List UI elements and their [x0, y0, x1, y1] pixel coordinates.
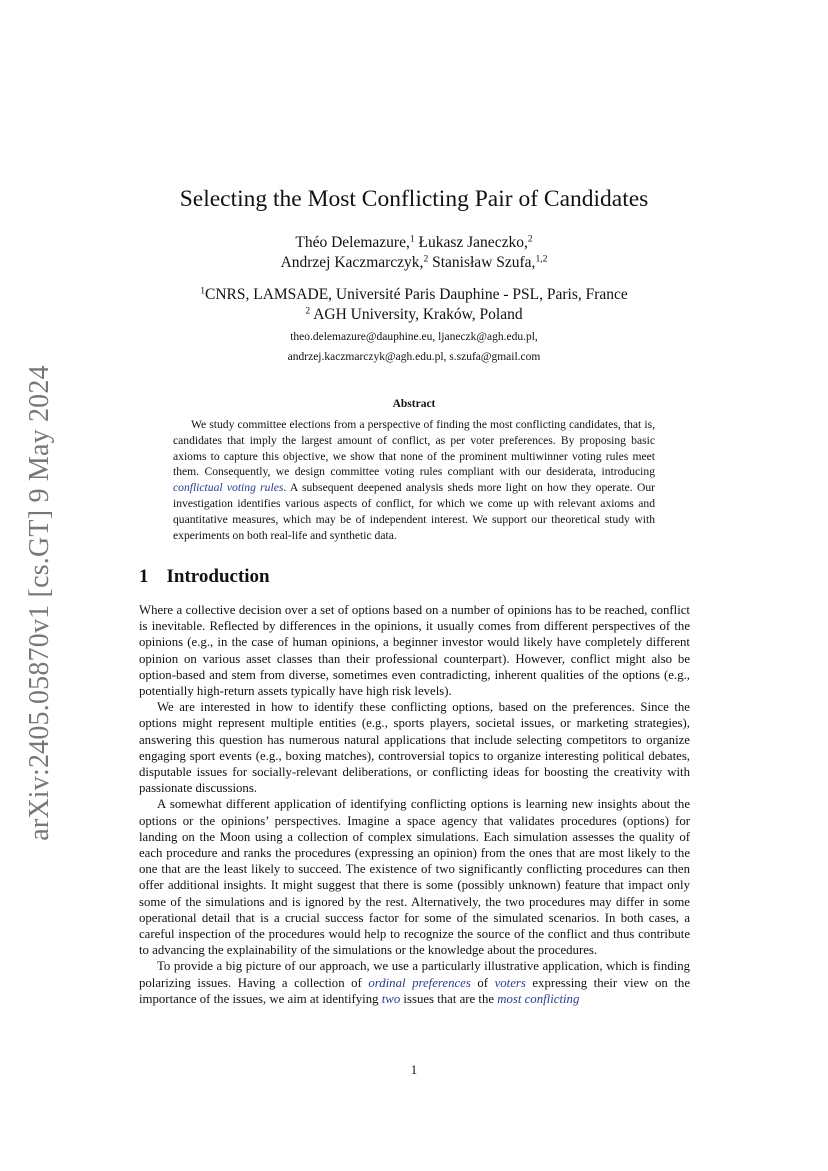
- text-run: expressing their view on the importance of the issues, we aim at identifying: [139, 975, 691, 1006]
- affiliation-mark: 2: [305, 305, 311, 317]
- paragraph: A somewhat different application of identifying conflicting options is learning new insights about the options or the opinions’ perspectives. Imagine a space agency that validates procedures (options) for landing on the Moon using a collection of complex simulations. Each simulation assesses the quality of each procedure and ranks the procedures (expressing an opinion) from the ones that are most likely to the one that are the least likely to succeed. The existence of two significantly conflicting procedures can then offer additional insights. It might suggest that there is some (possibly unknown) feature that impact only some of the simulations and is ignored by the rest. Alternatively, the two procedures may differ in some operational detail that is a crucial success factor for some of the simulated scenarios. In both cases, a careful inspection of the procedures would help to recognize the source of the conflict and thus contribute to advancing the explainability of the simulations or the knowledge about the procedures.: [139, 797, 690, 958]
- text-run: issues that are the: [400, 991, 498, 1006]
- abstract-part-1: We study committee elections from a perspective of finding the most conflicting candidates, that is, candidates that imply the largest amount of conflict, as per voter preferences. By proposing basic axioms to capture this objective, we show that none of the prominent multiwinner voting rules meet them. Consequently, we design committee voting rules compliant with our desiderata, introducing: [173, 418, 655, 479]
- author-affiliation-mark: 2: [527, 233, 533, 245]
- text-run: of: [470, 975, 495, 990]
- two-link[interactable]: two: [381, 991, 401, 1006]
- affiliation-text: CNRS, LAMSADE, Université Paris Dauphine - PSL, Paris, France: [205, 286, 628, 303]
- author-name: Stanisław Szufa,: [428, 254, 536, 271]
- introduction-body: [139, 602, 690, 1007]
- email-line-2: andrzej.kaczmarczyk@agh.edu.pl, s.szufa@gmail.com: [287, 351, 541, 363]
- abstract-text: [173, 417, 655, 543]
- affiliation-2: [0, 305, 828, 325]
- ordinal-preferences-link[interactable]: ordinal preferences: [368, 975, 471, 990]
- author-name: Andrzej Kaczmarczyk,: [280, 254, 424, 271]
- affiliation-list: [0, 285, 828, 325]
- affiliation-1: [0, 285, 828, 305]
- affiliation-mark: 1: [200, 285, 205, 297]
- affiliation-text: AGH University, Kraków, Poland: [310, 306, 523, 323]
- email-list: [0, 327, 828, 367]
- author-name: Łukasz Janeczko,: [414, 234, 528, 251]
- arxiv-identifier: arXiv:2405.05870v1 [cs.GT] 9 May 2024: [24, 365, 55, 841]
- arxiv-sidebar-stamp: [22, 363, 58, 843]
- page-number: 1: [410, 1063, 418, 1077]
- author-line-1: [0, 233, 828, 253]
- paragraph: [139, 958, 690, 1007]
- voters-link[interactable]: voters: [494, 975, 526, 990]
- text-run: To provide a big picture of our approach, we use a particularly illustrative application, which is finding polarizing issues. Having a collection of: [139, 959, 690, 990]
- paragraph: We are interested in how to identify these conflicting options, based on the preferences. Since the options might represent multiple entities (e.g., sports players, societal issues, or marketing strategies), answering this question has numerous natural applications that include selecting competitors to organize engaging sport events (e.g., boxing matches), controversial topics to organize interesting political debates, disputable issues for socially-relevant deliberations, or conflicting ideas for boosting the creativity with passionate discussions.: [139, 700, 690, 796]
- conflictual-voting-rules-link[interactable]: conflictual voting rules: [173, 481, 284, 495]
- abstract-part-2: . A subsequent deepened analysis sheds more light on how they operate. Our investigation identifies various aspects of conflict, for which we come up with relevant axioms and quantitative measures, which may be of independent interest. We support our theoretical study with experiments on both real-life and synthetic data.: [173, 481, 655, 542]
- paper-title: Selecting the Most Conflicting Pair of Candidates: [179, 186, 649, 212]
- author-line-2: [0, 253, 828, 273]
- author-list: [0, 233, 828, 273]
- author-affiliation-mark: 1: [409, 233, 415, 245]
- email-line-1: theo.delemazure@dauphine.eu, ljaneczk@agh.edu.pl,: [290, 331, 538, 343]
- section-number: 1: [139, 566, 149, 587]
- author-affiliation-mark: 1,2: [535, 253, 548, 265]
- author-affiliation-mark: 2: [423, 253, 429, 265]
- author-name: Théo Delemazure,: [295, 234, 410, 251]
- section-heading-introduction: [139, 566, 270, 588]
- most-conflicting-link[interactable]: most conflicting: [497, 991, 580, 1006]
- paragraph: Where a collective decision over a set of options based on a number of opinions has to be reached, conflict is inevitable. Reflected by differences in the opinions, it usually comes from different perspectives of the opinions (e.g., in the case of human opinions, a beginner investor would likely have completely different opinion on various asset classes than their professional counterpart). However, conflict might also be option-based and stem from diverse, sometimes even contradicting, inherent qualities of the options (e.g., potentially high-return assets typically have high risk levels).: [139, 603, 690, 699]
- section-title: Introduction: [166, 566, 270, 587]
- abstract-heading: Abstract: [392, 398, 436, 410]
